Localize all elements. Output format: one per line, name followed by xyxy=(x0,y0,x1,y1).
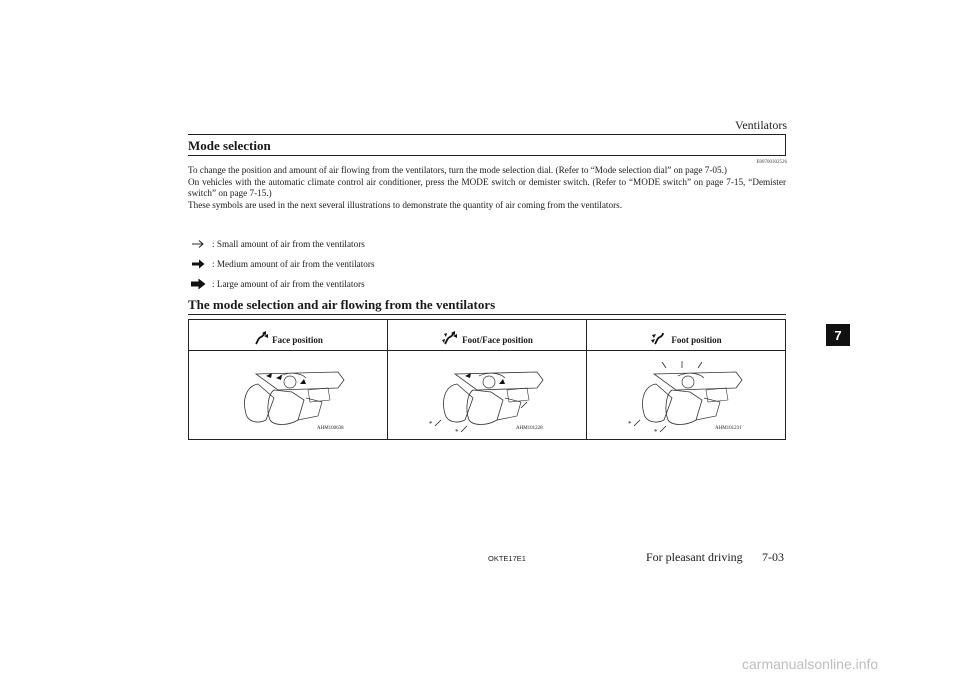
body-paragraph: These symbols are used in the next several illustrations to demonstrate the quantity of air coming from the ventilators. xyxy=(188,199,623,210)
legend-label: : Medium amount of air from the ventilators xyxy=(212,259,375,269)
image-code: AHM100638 xyxy=(317,426,344,431)
body-text xyxy=(188,165,786,211)
watermark: carmanualsonline.info xyxy=(742,656,879,672)
mode-label: Face position xyxy=(272,335,323,345)
footer-code: OKTE17E1 xyxy=(488,554,526,563)
mode-header-face xyxy=(189,320,388,351)
page-number: 7-03 xyxy=(762,550,784,564)
small-air-arrow-icon xyxy=(190,238,206,250)
medium-air-arrow-icon xyxy=(190,258,206,270)
legend-medium xyxy=(190,257,375,271)
face-mode-icon xyxy=(253,331,269,345)
car-interior-illustration xyxy=(616,354,756,436)
section-title: Mode selection xyxy=(188,138,271,153)
image-code: AHM101228 xyxy=(516,426,543,431)
mode-illustration-foot-face xyxy=(388,351,587,440)
mode-label: Foot/Face position xyxy=(462,335,533,345)
svg-text:*: * xyxy=(455,428,459,436)
mode-label: Foot position xyxy=(671,335,722,345)
legend-label: : Large amount of air from the ventilators xyxy=(212,279,365,289)
svg-text:*: * xyxy=(654,428,658,436)
legend-label: : Small amount of air from the ventilators xyxy=(212,239,365,249)
mode-table xyxy=(188,319,786,440)
svg-text:*: * xyxy=(429,420,433,428)
legend-large xyxy=(190,277,365,291)
image-code: AHM101231 xyxy=(715,426,742,431)
mode-header-foot-face xyxy=(388,320,587,351)
car-interior-illustration xyxy=(417,354,557,436)
svg-text:*: * xyxy=(628,420,632,428)
chapter-tab: 7 xyxy=(826,324,850,346)
car-interior-illustration xyxy=(218,354,358,436)
mode-header-foot xyxy=(587,320,786,351)
large-air-arrow-icon xyxy=(190,278,206,290)
body-paragraph: To change the position and amount of air flowing from the ventilators, turn the mode selection dial. (Refer to “Mode selection dial” on page 7-05.) xyxy=(188,165,727,175)
section-heading xyxy=(188,134,786,156)
footer-chapter: For pleasant driving xyxy=(646,550,743,564)
foot-mode-icon xyxy=(650,331,668,345)
mode-illustration-face xyxy=(189,351,388,440)
subsection-title: The mode selection and air flowing from the ventilators xyxy=(188,297,786,315)
mode-illustration-foot xyxy=(587,351,786,440)
foot-face-mode-icon xyxy=(441,331,459,345)
body-paragraph: On vehicles with the automatic climate control air conditioner, press the MODE switch or demister switch. (Refer to “MODE switch” on page 7-15, “Demister switch” on page 7-15.) xyxy=(188,176,786,199)
header-title: Ventilators xyxy=(735,118,787,132)
reference-code: E00700302526 xyxy=(756,160,787,165)
legend-small xyxy=(190,237,365,251)
